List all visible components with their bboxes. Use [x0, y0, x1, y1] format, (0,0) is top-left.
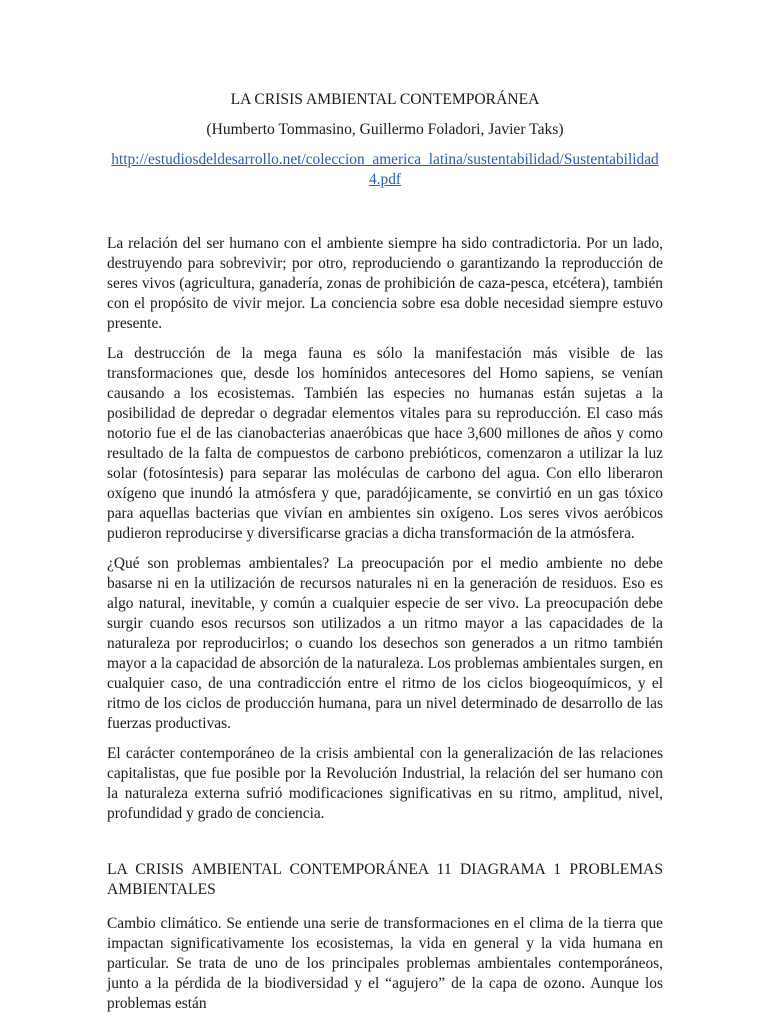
document-title: LA CRISIS AMBIENTAL CONTEMPORÁNEA	[230, 91, 540, 108]
section-heading: LA CRISIS AMBIENTAL CONTEMPORÁNEA 11 DIAGRAMA 1 PROBLEMAS AMBIENTALES	[107, 861, 663, 898]
paragraph-2: La destrucción de la mega fauna es sólo la manifestación más visible de las transformaciones que, desde los homínidos antecesores del Homo sapiens, se venían causando a los ecosistemas. También las especies no humanas están sujetas a la posibilidad de depredar o degradar elementos vitales para su reproducción. El caso más notorio fue el de las cianobacterias anaeróbicas que hace 3,600 millones de años y como resultado de la falta de compuestos de carbono prebióticos, comenzaron a utilizar la luz solar (fotosíntesis) para separar las moléculas de carbono del agua. Con ello liberaron oxígeno que inundó la atmósfera y que, paradójicamente, se convirtió en un gas tóxico para aquellas bacterias que vivían en ambientes sin oxígeno. Los seres vivos aeróbicos pudieron reproducirse y diversificarse gracias a dicha transformación de la atmósfera.	[107, 345, 663, 542]
paragraph-3: ¿Qué son problemas ambientales? La preocupación por el medio ambiente no debe basarse ni en la utilización de recursos naturales ni en la generación de residuos. Eso es algo natural, inevitable, y común a cualquier especie de ser vivo. La preocupación debe surgir cuando esos recursos son utilizados a un ritmo mayor a las capacidades de la naturaleza por reproducirlos; o cuando los desechos son generados a un ritmo también mayor a la capacidad de absorción de la naturaleza. Los problemas ambientales surgen, en cualquier caso, de una contradicción entre el ritmo de los ciclos biogeoquímicos, y el ritmo de los ciclos de producción humana, para un nivel determinado de desarrollo de las fuerzas productivas.	[107, 555, 663, 732]
document-authors: (Humberto Tommasino, Guillermo Foladori, Javier Taks)	[206, 121, 564, 138]
paragraph-4: El carácter contemporáneo de la crisis ambiental con la generalización de las relaciones capitalistas, que fue posible por la Revolución Industrial, la relación del ser humano con la naturaleza externa sufrió modificaciones significativas en su ritmo, amplitud, nivel, profundidad y grado de conciencia.	[107, 745, 663, 822]
section-paragraph: Cambio climático. Se entiende una serie de transformaciones en el clima de la tierra que impactan significativamente los ecosistemas, la vida en general y la vida humana en particular. Se trata de uno de los principales problemas ambientales contemporáneos, junto a la pérdida de la biodiversidad y el “agujero” de la capa de ozono. Aunque los problemas están	[107, 915, 663, 1012]
source-link[interactable]: http://estudiosdeldesarrollo.net/coleccion_america_latina/sustentabilidad/Sustentabilidad4.pdf	[111, 151, 659, 188]
paragraph-1: La relación del ser humano con el ambiente siempre ha sido contradictoria. Por un lado, destruyendo para sobrevivir; por otro, reproduciendo o garantizando la reproducción de seres vivos (agricultura, ganadería, zonas de prohibición de caza-pesca, etcétera), también con el propósito de vivir mejor. La conciencia sobre esa doble necesidad siempre estuvo presente.	[107, 235, 663, 332]
